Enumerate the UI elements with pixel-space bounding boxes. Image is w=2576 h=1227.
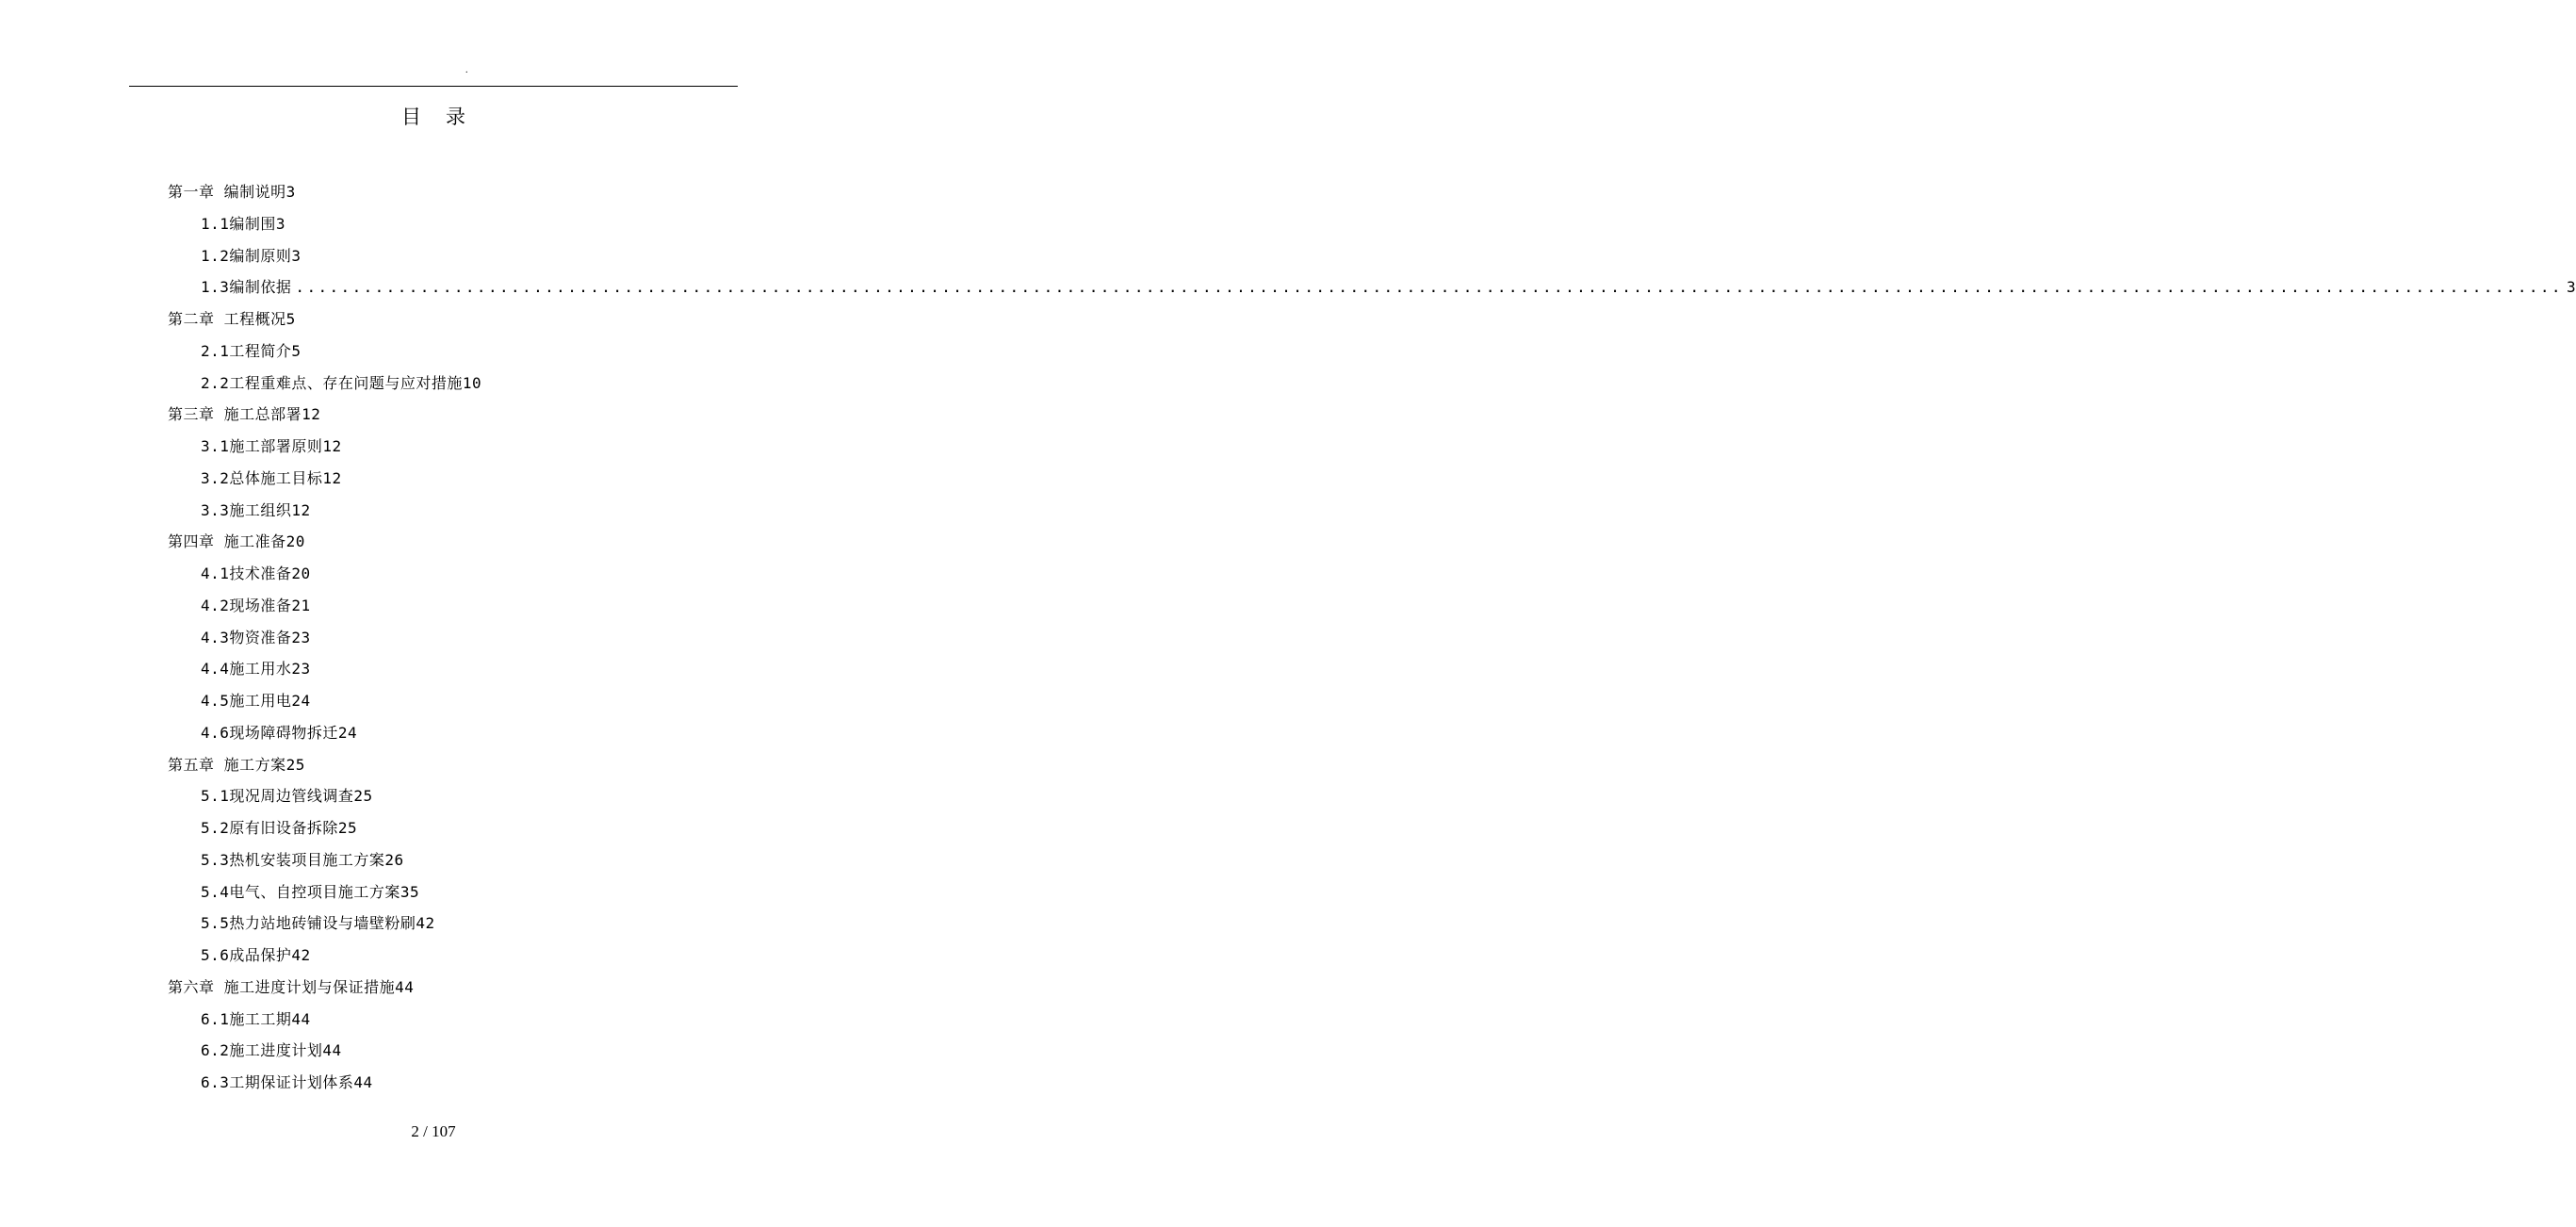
toc-section-entry[interactable] (201, 562, 311, 586)
toc-entry-label: 1.2编制原则 (201, 246, 292, 265)
toc-entry-label: 第二章 工程概况 (168, 310, 286, 328)
toc-entry-page: 23 (291, 660, 311, 679)
toc-entry-page: 23 (291, 628, 311, 646)
toc-section-entry[interactable] (201, 244, 302, 269)
toc-entry-page: 24 (337, 723, 358, 742)
toc-entry-page: 12 (291, 500, 311, 519)
toc-entry-page: 25 (337, 819, 358, 837)
toc-entry-label: 4.1技术准备 (201, 564, 292, 582)
toc-section-entry[interactable] (201, 499, 311, 523)
page-title: 目录 (401, 106, 490, 128)
toc-chapter-entry[interactable] (168, 402, 320, 427)
toc-entry-page: 3 (291, 246, 302, 265)
toc-section-entry[interactable] (201, 594, 311, 618)
toc-entry-page: 12 (302, 405, 321, 424)
toc-entry-page: 25 (353, 787, 373, 806)
toc-entry-page: 44 (395, 977, 415, 996)
toc-entry-page: 42 (416, 914, 435, 933)
toc-section-entry[interactable] (201, 784, 373, 809)
toc-section-entry[interactable] (201, 626, 311, 650)
toc-entry-label: 第一章 编制说明 (168, 183, 286, 201)
toc-entry-label: 第五章 施工方案 (168, 755, 286, 774)
toc-entry-page: 25 (285, 755, 305, 774)
toc-dot-leader: ........................................................................................................................................................................................................ (295, 278, 2563, 297)
page-number: 2 / 107 (411, 1122, 456, 1140)
toc-entry-page: 44 (322, 1041, 342, 1060)
toc-entry-label: 6.3工期保证计划体系 (201, 1073, 354, 1091)
toc-entry-page: 35 (399, 882, 420, 901)
toc-entry-label: 4.6现场障碍物拆迁 (201, 723, 338, 742)
toc-entry-page: 3 (285, 183, 296, 201)
toc-entry-label: 6.2施工进度计划 (201, 1041, 323, 1060)
toc-section-entry[interactable] (201, 1039, 342, 1063)
toc-chapter-entry[interactable] (168, 307, 296, 332)
toc-section-entry[interactable] (201, 371, 481, 396)
toc-section-entry[interactable] (201, 434, 342, 459)
toc-entry-label: 1.3编制依据 (201, 278, 292, 297)
toc-entry-page: 20 (291, 564, 311, 582)
toc-chapter-entry[interactable] (168, 530, 305, 554)
header-mark: . (465, 65, 468, 75)
toc-section-entry[interactable] (201, 212, 285, 237)
toc-chapter-entry[interactable] (168, 180, 296, 204)
toc-section-entry[interactable] (201, 689, 311, 713)
toc-entry-page: 26 (384, 850, 404, 869)
toc-entry-page: 5 (291, 341, 302, 360)
toc-section-entry[interactable] (201, 848, 404, 873)
toc-section-entry[interactable] (201, 721, 357, 745)
toc-section-entry[interactable] (201, 816, 357, 841)
toc-entry-label: 5.5热力站地砖铺设与墙壁粉刷 (201, 914, 416, 933)
toc-entry-label: 第六章 施工进度计划与保证措施 (168, 977, 396, 996)
toc-entry-page: 10 (462, 373, 482, 392)
toc-entry-label: 5.6成品保护 (201, 946, 292, 964)
toc-entry-page: 12 (322, 437, 342, 455)
toc-entry-label: 4.5施工用电 (201, 692, 292, 710)
toc-chapter-entry[interactable] (168, 975, 414, 1000)
toc-entry-label: 6.1施工工期 (201, 1009, 292, 1028)
toc-entry-page: 20 (285, 532, 305, 551)
toc-entry-page: 21 (291, 596, 311, 614)
toc-section-entry[interactable] (201, 911, 435, 936)
toc-section-entry[interactable] (201, 1007, 311, 1032)
toc-entry-page: 3 (2566, 278, 2576, 297)
toc-entry-label: 第四章 施工准备 (168, 532, 286, 551)
toc-section-entry[interactable] (201, 339, 302, 364)
toc-entry-label: 4.2现场准备 (201, 596, 292, 614)
toc-section-entry[interactable] (201, 1071, 373, 1095)
toc-entry-label: 3.2总体施工目标 (201, 468, 323, 487)
toc-entry-label: 3.1施工部署原则 (201, 437, 323, 455)
toc-section-entry[interactable] (201, 880, 419, 905)
toc-entry-label: 5.4电气、自控项目施工方案 (201, 882, 400, 901)
toc-section-entry[interactable] (201, 657, 311, 681)
toc-entry-page: 44 (353, 1073, 373, 1091)
toc-entry-page: 42 (291, 946, 311, 964)
toc-entry-page: 5 (285, 310, 296, 328)
toc-section-entry[interactable] (201, 466, 342, 491)
toc-entry-label: 2.2工程重难点、存在问题与应对措施 (201, 373, 463, 392)
toc-entry-label: 5.2原有旧设备拆除 (201, 819, 338, 837)
toc-entry-page: 12 (322, 468, 342, 487)
toc-entry-page: 3 (275, 214, 286, 233)
toc-entry[interactable] (201, 275, 2576, 300)
toc-entry-label: 5.3热机安装项目施工方案 (201, 850, 385, 869)
toc-entry-label: 第三章 施工总部署 (168, 405, 302, 424)
toc-entry-label: 4.4施工用水 (201, 660, 292, 679)
toc-entry-page: 24 (291, 692, 311, 710)
toc-entry-label: 5.1现况周边管线调查 (201, 787, 354, 806)
toc-entry-page: 44 (291, 1009, 311, 1028)
toc-entry-label: 3.3施工组织 (201, 500, 292, 519)
toc-entry-label: 2.1工程简介 (201, 341, 292, 360)
toc-chapter-entry[interactable] (168, 753, 305, 777)
toc-section-entry[interactable] (201, 943, 311, 968)
toc-entry-label: 1.1编制围 (201, 214, 276, 233)
toc-entry-label: 4.3物资准备 (201, 628, 292, 646)
